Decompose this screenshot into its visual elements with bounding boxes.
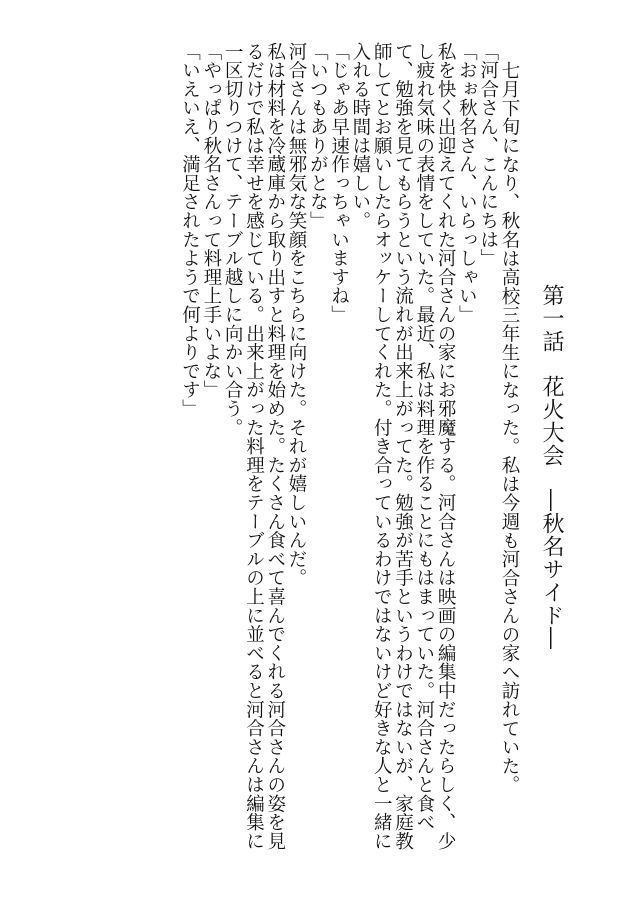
body-text bbox=[64, 42, 520, 854]
paragraph: 七月下旬になり、秋名は高校三年生になった。私は今週も河合さんの家へ訪れていた。 bbox=[499, 60, 520, 794]
chapter-subtitle: ―秋名サイド― bbox=[539, 489, 564, 650]
dialogue-line: 「じゃあ早速作っちゃいますね」 bbox=[328, 42, 350, 324]
paragraph: 河合さんは無邪気な笑顔をこちらに向けた。それが嬉しいんだ。 bbox=[286, 42, 308, 588]
dialogue-line: 「いえいえ、満足されたようで何よりです」 bbox=[179, 42, 201, 418]
dialogue-line: 「河合さん、こんにちは」 bbox=[477, 42, 499, 268]
chapter-number-label: 第一話 bbox=[539, 284, 564, 353]
dialogue-line: 「やっぱり秋名さんって料理上手いよな」 bbox=[200, 42, 222, 400]
dialogue-line: 「おぉ秋名さん、いらっしゃい」 bbox=[456, 42, 478, 324]
chapter-main-title: 花火大会 bbox=[539, 375, 564, 467]
paragraph: 私を快く出迎えてくれた河合さんの家にお邪魔する。河合さんは映画の編集中だったらしく、少し疲れ気味の表情をしていた。最近、私は料理を作ることにもはまっていた。河合さんと食べて、勉強を見てもらうという流れが出来上がってた。勉強が苦手というわけではないが、家庭教師してとお願いしたらオッケーしてくれた。付き合っているわけではないけど好きな人と一緒に入れる時間は嬉しい。 bbox=[349, 42, 457, 851]
chapter-title bbox=[536, 284, 566, 650]
paragraph: 私は材料を冷蔵庫から取り出すと料理を始めた。たくさん食べて喜んでくれる河合さんの姿を見るだけで私は幸せを感じている。出来上がった料理をテーブルの上に並べると河合さんは編集に一区切りつけて、テーブル越しに向かい合う。 bbox=[222, 42, 286, 851]
dialogue-line: 「いつもありがとな」 bbox=[307, 42, 329, 230]
